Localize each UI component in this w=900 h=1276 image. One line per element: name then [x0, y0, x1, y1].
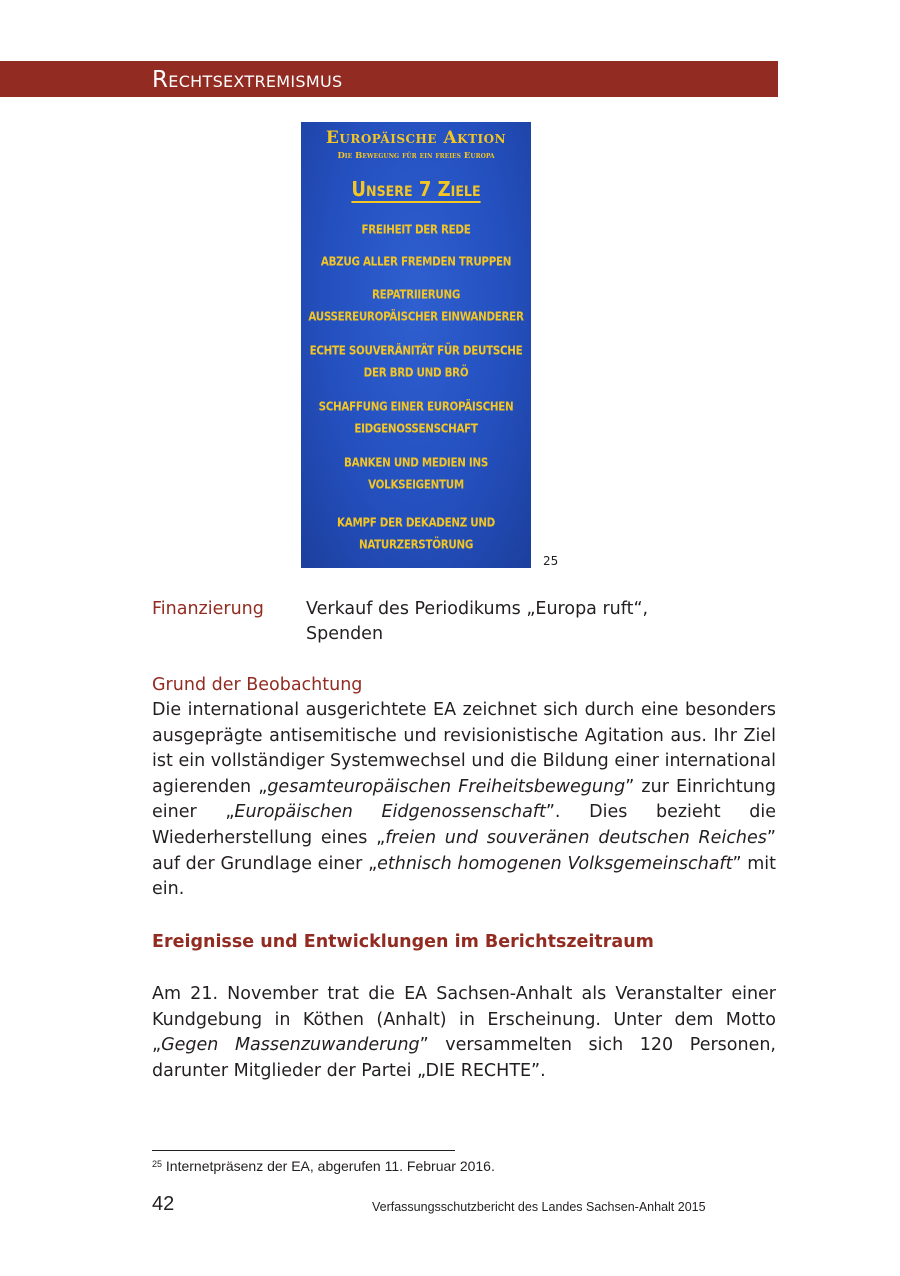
page-number: 42: [152, 1193, 175, 1215]
poster-goal: ECHTE SOUVERÄNITÄT FÜR DEUTSCHE DER BRD UND BRÖ: [309, 342, 523, 380]
financing-label: Finanzierung: [152, 599, 264, 619]
poster-heading: Unsere 7 Ziele: [351, 177, 481, 201]
footnote-divider: [152, 1150, 455, 1151]
footer-text: Verfassungsschutzbericht des Landes Sachsen-Anhalt 2015: [372, 1200, 706, 1214]
poster-image: [301, 122, 531, 568]
observation-paragraph: Die international ausgerichtete EA zeichnet sich durch eine besonders ausgeprägte antisemitische und revisionistische Agitation aus. Ihr Ziel ist ein vollständiger Systemwechsel und die Bildung einer international agierenden „gesamteuropäischen Freiheitsbewegung” zur Einrichtung einer „Europäischen Eidgenossenschaft”. Dies bezieht die Wiederherstellung eines „freien und souveränen deutschen Reiches” auf der Grundlage einer „ethnisch homogenen Volksgemeinschaft” mit ein.: [152, 700, 777, 900]
poster-title: Europäische Aktion: [325, 128, 507, 148]
observation-heading: Grund der Beobachtung: [152, 675, 363, 695]
figure-footnote-number: 25: [543, 554, 559, 568]
financing-value: Verkauf des Periodikums „Europa ruft“, Spenden: [306, 599, 649, 644]
chapter-header-bar: [0, 61, 778, 97]
poster-goal: KAMPF DER DEKADENZ UND NATURZERSTÖRUNG: [337, 514, 495, 552]
poster-goal: ABZUG ALLER FREMDEN TRUPPEN: [320, 253, 512, 269]
poster-goal: REPATRIIERUNG AUSSEREUROPÄISCHER EINWANDERER: [308, 286, 524, 324]
footnote: $^{25}$ Internetpräsenz der EA, abgerufen 11. Februar 2016.: [152, 1158, 495, 1174]
poster-subtitle: Die Bewegung für ein freies Europa: [337, 151, 495, 161]
events-paragraph: Am 21. November trat die EA Sachsen-Anhalt als Veranstalter einer Kundgebung in Köthen (Anhalt) in Erscheinung. Unter dem Motto „Gegen Massenzuwanderung” versammelten sich 120 Personen, darunter Mitglieder der Partei „DIE RECHTE”.: [152, 984, 776, 1081]
poster-goal: FREIHEIT DER REDE: [361, 221, 471, 237]
chapter-title: Rechtsextremismus: [152, 67, 343, 93]
poster-goal: BANKEN UND MEDIEN INS VOLKSEIGENTUM: [344, 454, 488, 492]
poster-goal: SCHAFFUNG EINER EUROPÄISCHEN EIDGENOSSENSCHAFT: [318, 398, 514, 436]
section-heading: Ereignisse und Entwicklungen im Berichtszeitraum: [152, 932, 654, 952]
